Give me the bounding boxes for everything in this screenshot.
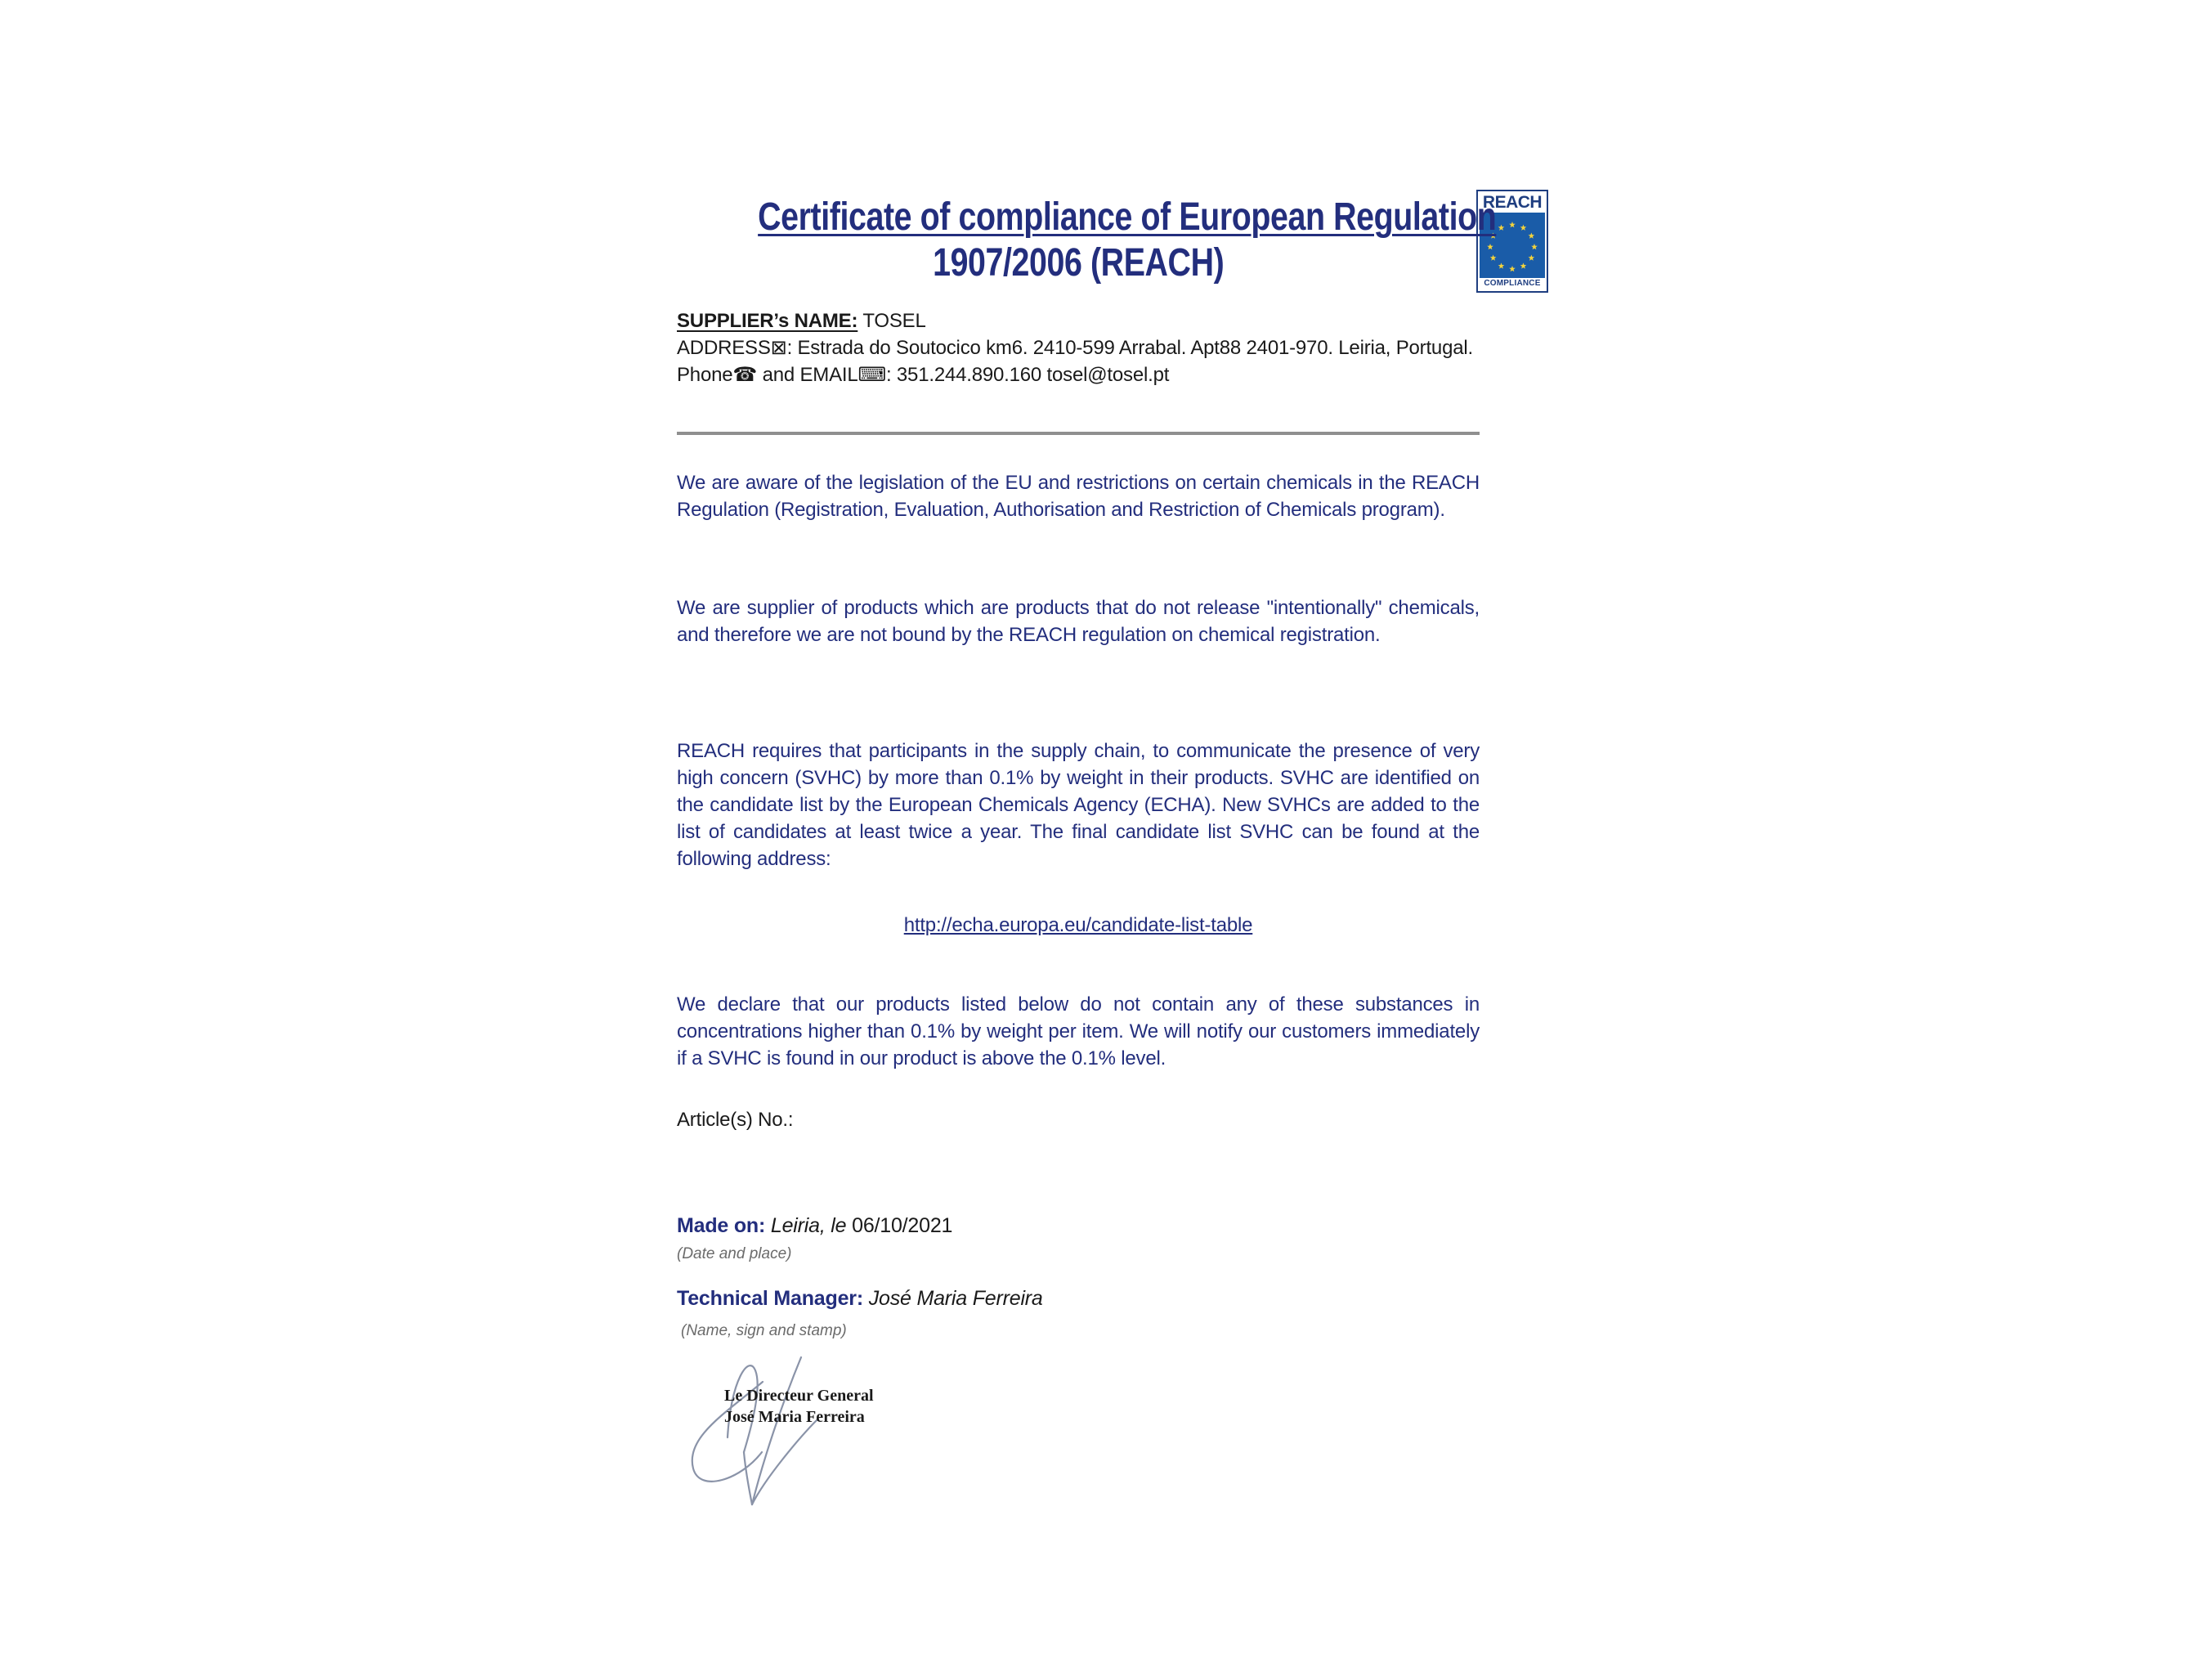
articles-number-label: Article(s) No.: xyxy=(677,1109,794,1131)
signature-block xyxy=(677,1347,873,1519)
paragraph-svhc-requirement: REACH requires that participants in the supply chain, to communicate the presence of very high concern (SVHC) by more than 0.1% by weight in their products. SVHC are identified on the candidate list by the European Chemicals Agency (ECHA). New SVHCs are added to the list of candidates at least twice a year. The final candidate list SVHC can be found at the following address: xyxy=(677,740,1480,870)
supplier-address-line xyxy=(677,334,1480,361)
made-on-line xyxy=(677,1214,1480,1238)
email-label: and EMAIL xyxy=(757,364,858,386)
phone-label: Phone xyxy=(677,364,733,386)
signature-text xyxy=(724,1385,874,1428)
name-sign-stamp-note: (Name, sign and stamp) xyxy=(681,1322,847,1339)
paragraph-declaration: We declare that our products listed below do not contain any of these substances in concentrations higher than 0.1% by weight per item. We will notify our customers immediately if a SVHC is found in our product is above the 0.1% level. xyxy=(677,993,1480,1069)
paragraph-supplier-statement: We are supplier of products which are products that do not release "intentionally" chemicals, and therefore we are not bound by the REACH regulation on chemical registration. xyxy=(677,597,1480,646)
made-on-place: Leiria, le xyxy=(770,1214,847,1237)
made-on-date: 06/10/2021 xyxy=(852,1214,953,1237)
title-line-1: Certificate of compliance of European Regulation xyxy=(758,195,1497,239)
title-line-2: 1907/2006 (REACH) xyxy=(932,241,1225,285)
reach-logo-subtitle: COMPLIANCE xyxy=(1484,279,1541,288)
supplier-block xyxy=(677,307,1480,388)
address-value: : Estrada do Soutocico km6. 2410-599 Arrabal. Apt88 2401-970. Leiria, Portugal. xyxy=(786,337,1473,359)
candidate-list-link-line xyxy=(677,914,1480,937)
supplier-name-value: TOSEL xyxy=(862,310,926,332)
technical-manager-label: Technical Manager: xyxy=(677,1287,863,1310)
envelope-icon: ⊠ xyxy=(770,336,787,359)
technical-manager-name: José Maria Ferreira xyxy=(868,1287,1043,1310)
contact-value: : 351.244.890.160 tosel@tosel.pt xyxy=(885,364,1170,386)
supplier-contact-line xyxy=(677,361,1480,388)
reach-logo-title: REACH xyxy=(1482,193,1543,212)
section-divider xyxy=(677,432,1480,435)
technical-manager-line xyxy=(677,1287,1480,1311)
phone-icon: ☎ xyxy=(732,363,758,386)
supplier-name-line xyxy=(677,307,1480,334)
signature-title: Le Directeur General xyxy=(724,1387,874,1405)
signature-name: José Maria Ferreira xyxy=(724,1408,865,1426)
page-title xyxy=(677,195,1497,286)
computer-icon: ⌨ xyxy=(857,363,886,386)
paragraph-awareness: We are aware of the legislation of the EU and restrictions on certain chemicals in the REACH Regulation (Registration, Evaluation, Authorisation and Restriction of Chemicals program). xyxy=(677,472,1480,521)
made-on-label: Made on: xyxy=(677,1214,766,1237)
candidate-list-link[interactable]: http://echa.europa.eu/candidate-list-table xyxy=(903,914,1253,936)
supplier-name-label: SUPPLIER’s NAME: xyxy=(677,310,858,332)
signature-scribble-icon xyxy=(677,1347,857,1519)
date-place-note: (Date and place) xyxy=(677,1245,792,1262)
address-label: ADDRESS xyxy=(677,337,771,359)
